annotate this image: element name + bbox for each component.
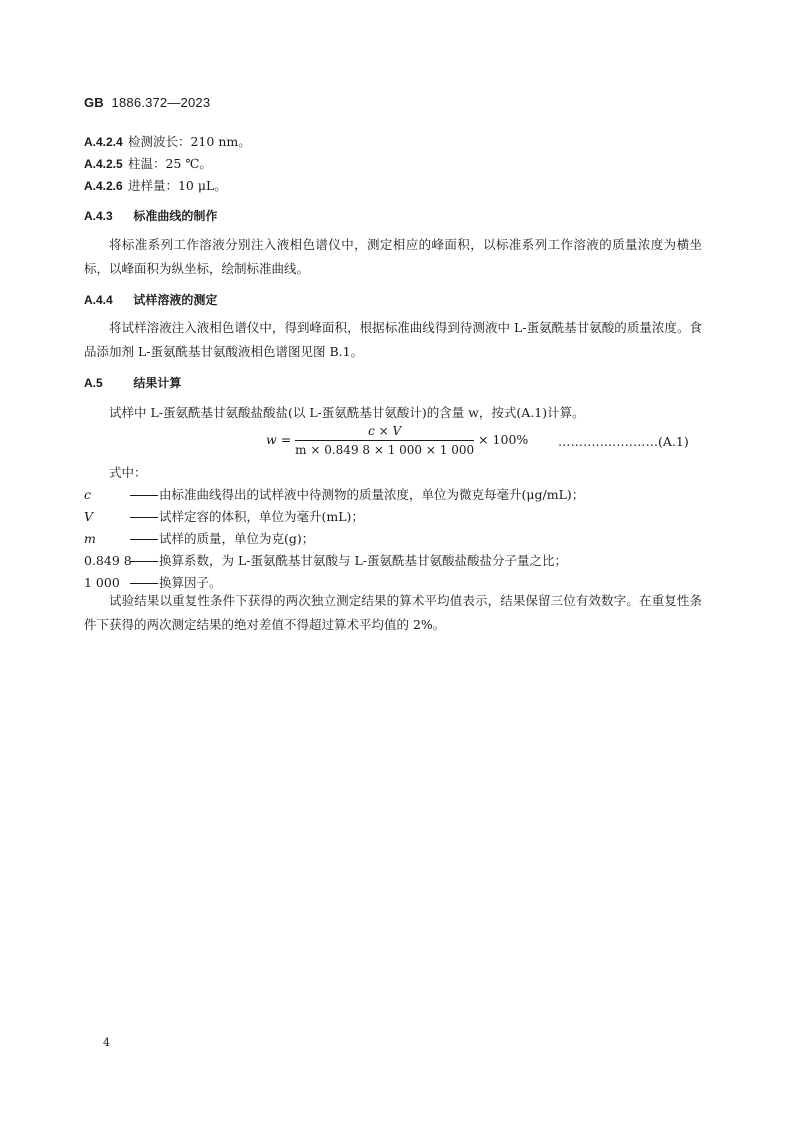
definition-symbol: c [84,487,92,502]
clause-number: A.4.2.5 [84,157,123,171]
section-title: 试样溶液的测定 [133,293,218,307]
formula-factor: × 100% [478,432,529,447]
section-number: A.5 [84,376,103,390]
section-number: A.4.4 [84,293,113,307]
clause-text: 进样量：10 μL。 [127,178,227,193]
clause-number: A.4.2.6 [84,179,123,193]
clause-column-temperature [84,154,212,172]
formula-a1 [266,424,528,457]
definition-text: 换算因子。 [159,575,222,590]
clause-text: 检测波长：210 nm。 [127,134,251,149]
definition-symbol: 0.849 8 [84,553,132,568]
where-label: 式中： [109,465,147,480]
definition-text: 换算系数，为 L-蛋氨酰基甘氨酸与 L-蛋氨酰基甘氨酸盐酸盐分子量之比； [159,553,567,568]
standard-prefix: GB [84,95,104,110]
section-heading-calibration-curve [84,207,217,224]
definition-dash [130,561,158,562]
definition-symbol: 1 000 [84,575,120,590]
definition-row [84,485,584,503]
definition-dash [130,495,158,496]
formula-fraction [295,424,474,457]
section-title: 标准曲线的制作 [133,209,218,223]
formula-numerator: c × V [295,424,474,441]
standard-number: 1886.372—2023 [111,95,211,110]
section-heading-sample-determination [84,291,217,308]
definition-symbol: V [84,509,94,524]
definition-text: 试样的质量，单位为克(g)； [159,531,315,546]
formula-equals: = [280,432,292,447]
definition-text: 由标准曲线得出的试样液中待测物的质量浓度，单位为微克每毫升(μg/mL)； [159,487,585,502]
paragraph-sample-determination: 将试样溶液注入液相色谱仪中，得到峰面积，根据标准曲线得到待测液中 L-蛋氨酰基甘氨酸的质量浓度。食品添加剂 L-蛋氨酰基甘氨酸液相色谱图见图 B.1。 [84,320,702,359]
definition-dash [130,517,158,518]
definition-dash [130,583,158,584]
clause-number: A.4.2.4 [84,135,123,149]
section-heading-result-calculation [84,374,181,391]
formula-lhs: w [266,432,277,447]
page-number: 4 [103,1036,110,1049]
formula-reference-number: ……………………(A.1) [558,434,689,449]
definition-row [84,507,364,525]
definition-symbol: m [84,531,96,546]
clause-text: 柱温：25 ℃。 [127,156,212,171]
paragraph-result-expression: 试验结果以重复性条件下获得的两次独立测定结果的算术平均值表示，结果保留三位有效数字。在重复性条件下获得的两次测定结果的绝对差值不得超过算术平均值的 2%。 [84,593,702,632]
section-title: 结果计算 [133,376,182,390]
formula-denominator: m × 0.849 8 × 1 000 × 1 000 [295,443,475,457]
clause-injection-volume [84,176,227,194]
document-code [84,95,210,110]
paragraph-calibration-curve: 将标准系列工作溶液分别注入液相色谱仪中，测定相应的峰面积，以标准系列工作溶液的质量浓度为横坐标，以峰面积为纵坐标，绘制标准曲线。 [84,237,702,276]
definition-row [84,551,567,569]
definition-row [84,529,314,547]
section-number: A.4.3 [84,209,113,223]
definition-dash [130,539,158,540]
definition-text: 试样定容的体积，单位为毫升(mL)； [159,509,364,524]
clause-detection-wavelength [84,132,251,150]
calculation-intro: 试样中 L-蛋氨酰基甘氨酸盐酸盐(以 L-蛋氨酰基甘氨酸计)的含量 w，按式(A.1)计算。 [109,405,585,420]
